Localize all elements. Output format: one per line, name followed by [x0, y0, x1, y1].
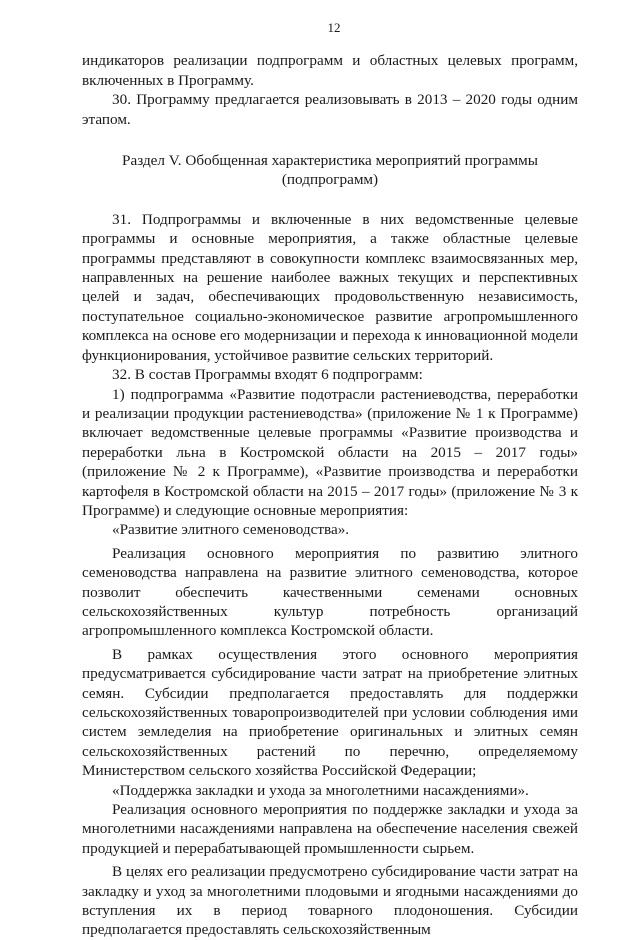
seed-measure-paragraph-2: В рамках осуществления этого основного мероприятия предусматривается субсидирование части затрат на приобретение элитных семян. Субсидии предполагается предоставлять для поддержки сельскохозяйственных товаропроизводителей при условии соблюдения ими систем земледелия на приобретение оригинальных и элитных семян сельскохозяйственных растений по перечню, определяемому Министерством сельского хозяйства Российской Федерации;: [82, 645, 578, 780]
document-page: [82, 18, 578, 940]
orchard-measure-title: «Поддержка закладки и ухода за многолетними насаждениями».: [112, 781, 529, 799]
paragraph-30: 30. Программу предлагается реализовывать в 2013 – 2020 годы одним этапом.: [82, 91, 578, 128]
seed-measure-paragraph-1: Реализация основного мероприятия по развитию элитного семеноводства направлена на развитие элитного семеноводства, которое позволит обеспечить качественными семенами основных сельскохозяйственных культур потребность организаций агропромышленного комплекса Костромской области.: [82, 544, 578, 640]
paragraph-32-item-1: 1) подпрограмма «Развитие подотрасли растениеводства, переработки и реализации продукции растениеводства» (приложение № 1 к Программе) включает ведомственные целевые программы «Развитие производства и переработки льна в Костромской области на 2015 – 2017 годы» (приложение № 2 к Программе), «Развитие производства и переработки картофеля в Костромской области на 2015 – 2017 годы» (приложение № 3 к Программе) и следующие основные мероприятия:: [82, 385, 578, 519]
paragraph-31: 31. Подпрограммы и включенные в них ведомственные целевые программы и основные мероприятия, а также областные целевые программы представляют в совокупности комплекс взаимосвязанных мер, направленных на решение наиболее важных текущих и перспективных целей и задач, обеспечивающих продовольственную независимость, поступательное социально-экономическое развитие агропромышленного комплекса на основе его модернизации и перехода к инновационной модели функционирования, устойчивое развитие сельских территорий.: [82, 210, 578, 364]
section-heading: Раздел V. Обобщенная характеристика мероприятий программы (подпрограмм): [122, 152, 538, 189]
paragraph-continuation: индикаторов реализации подпрограмм и областных целевых программ, включенных в Программу.: [82, 52, 578, 89]
page-number: 12: [327, 20, 341, 35]
orchard-measure-paragraph-2: В целях его реализации предусмотрено субсидирование части затрат на закладку и уход за многолетними плодовыми и ягодными насаждениями до вступления их в период товарного плодоношения. Субсидии предполагается предоставлять сельскохозяйственным: [82, 863, 578, 939]
orchard-measure-paragraph-1: Реализация основного мероприятия по поддержке закладки и ухода за многолетними насаждениями направлена на обеспечение населения свежей продукцией и перерабатывающей промышленности сырьем.: [82, 801, 578, 857]
seed-measure-title: «Развитие элитного семеноводства».: [112, 521, 350, 539]
paragraph-32: 32. В состав Программы входят 6 подпрограмм:: [112, 366, 423, 384]
